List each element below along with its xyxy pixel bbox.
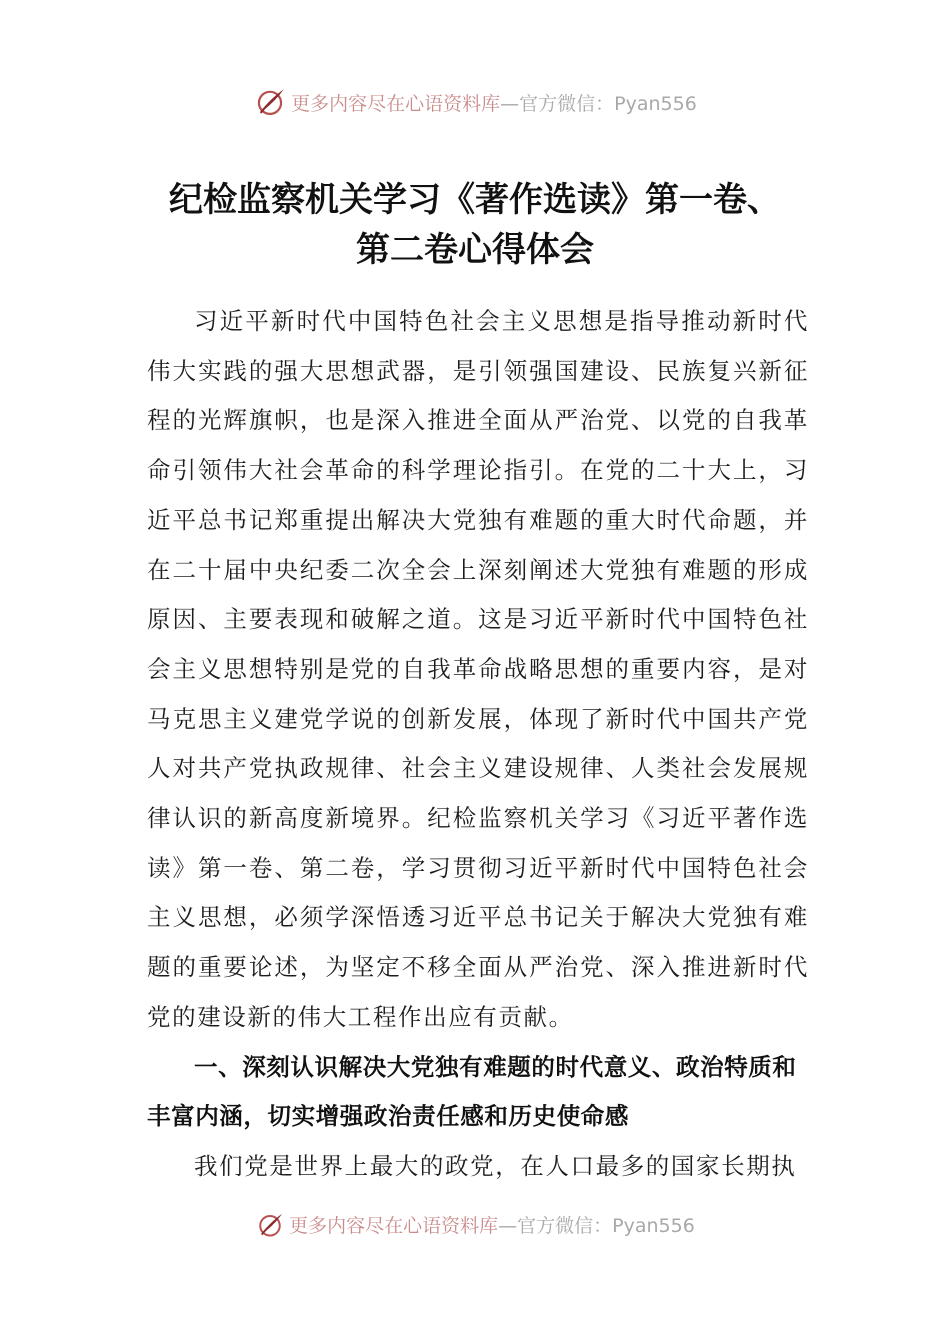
footer-watermark-red-text: 更多内容尽在心语资料库 — [289, 1214, 499, 1237]
title-line-1: 纪检监察机关学习《著作选读》第一卷、 — [169, 180, 781, 220]
document-body — [147, 297, 809, 1192]
footer-watermark-gray-text: —官方微信：Pyan556 — [498, 1214, 695, 1237]
watermark-gray-text: —官方微信：Pyan556 — [500, 92, 697, 115]
body-paragraph-2: 我们党是世界上最大的政党，在人口最多的国家长期执 — [194, 1151, 797, 1180]
section-heading-1: 一、深刻认识解决大党独有难题的时代意义、政治特质和丰富内涵，切实增强政治责任感和历史使命感 — [147, 1052, 797, 1131]
watermark-red-text: 更多内容尽在心语资料库 — [291, 92, 501, 115]
footer-watermark-text — [289, 1211, 695, 1238]
watermark-text — [291, 89, 697, 116]
body-paragraph-1: 习近平新时代中国特色社会主义思想是指导推动新时代伟大实践的强大思想武器，是引领强国建设、民族复兴新征程的光辉旗帜，也是深入推进全面从严治党、以党的自我革命引领伟大社会革命的科学理论指引。在党的二十大上，习近平总书记郑重提出解决大党独有难题的重大时代命题，并在二十届中央纪委二次全会上深刻阐述大党独有难题的形成原因、主要表现和破解之道。这是习近平新时代中国特色社会主义思想特别是党的自我革命战略思想的重要内容，是对马克思主义建党学说的创新发展，体现了新时代中国共产党人对共产党执政规律、社会主义建设规律、人类社会发展规律认识的新高度新境界。纪检监察机关学习《习近平著作选读》第一卷、第二卷，学习贯彻习近平新时代中国特色社会主义思想，必须学深悟透习近平总书记关于解决大党独有难题的重要论述，为坚定不移全面从严治党、深入推进新时代党的建设新的伟大工程作出应有贡献。 — [147, 307, 809, 1031]
header-watermark — [0, 82, 950, 122]
document-title — [0, 175, 950, 275]
footer-watermark — [0, 1203, 950, 1237]
quill-pen-logo-icon — [253, 85, 287, 119]
quill-pen-logo-icon — [255, 1210, 285, 1237]
title-line-2: 第二卷心得体会 — [356, 230, 594, 270]
